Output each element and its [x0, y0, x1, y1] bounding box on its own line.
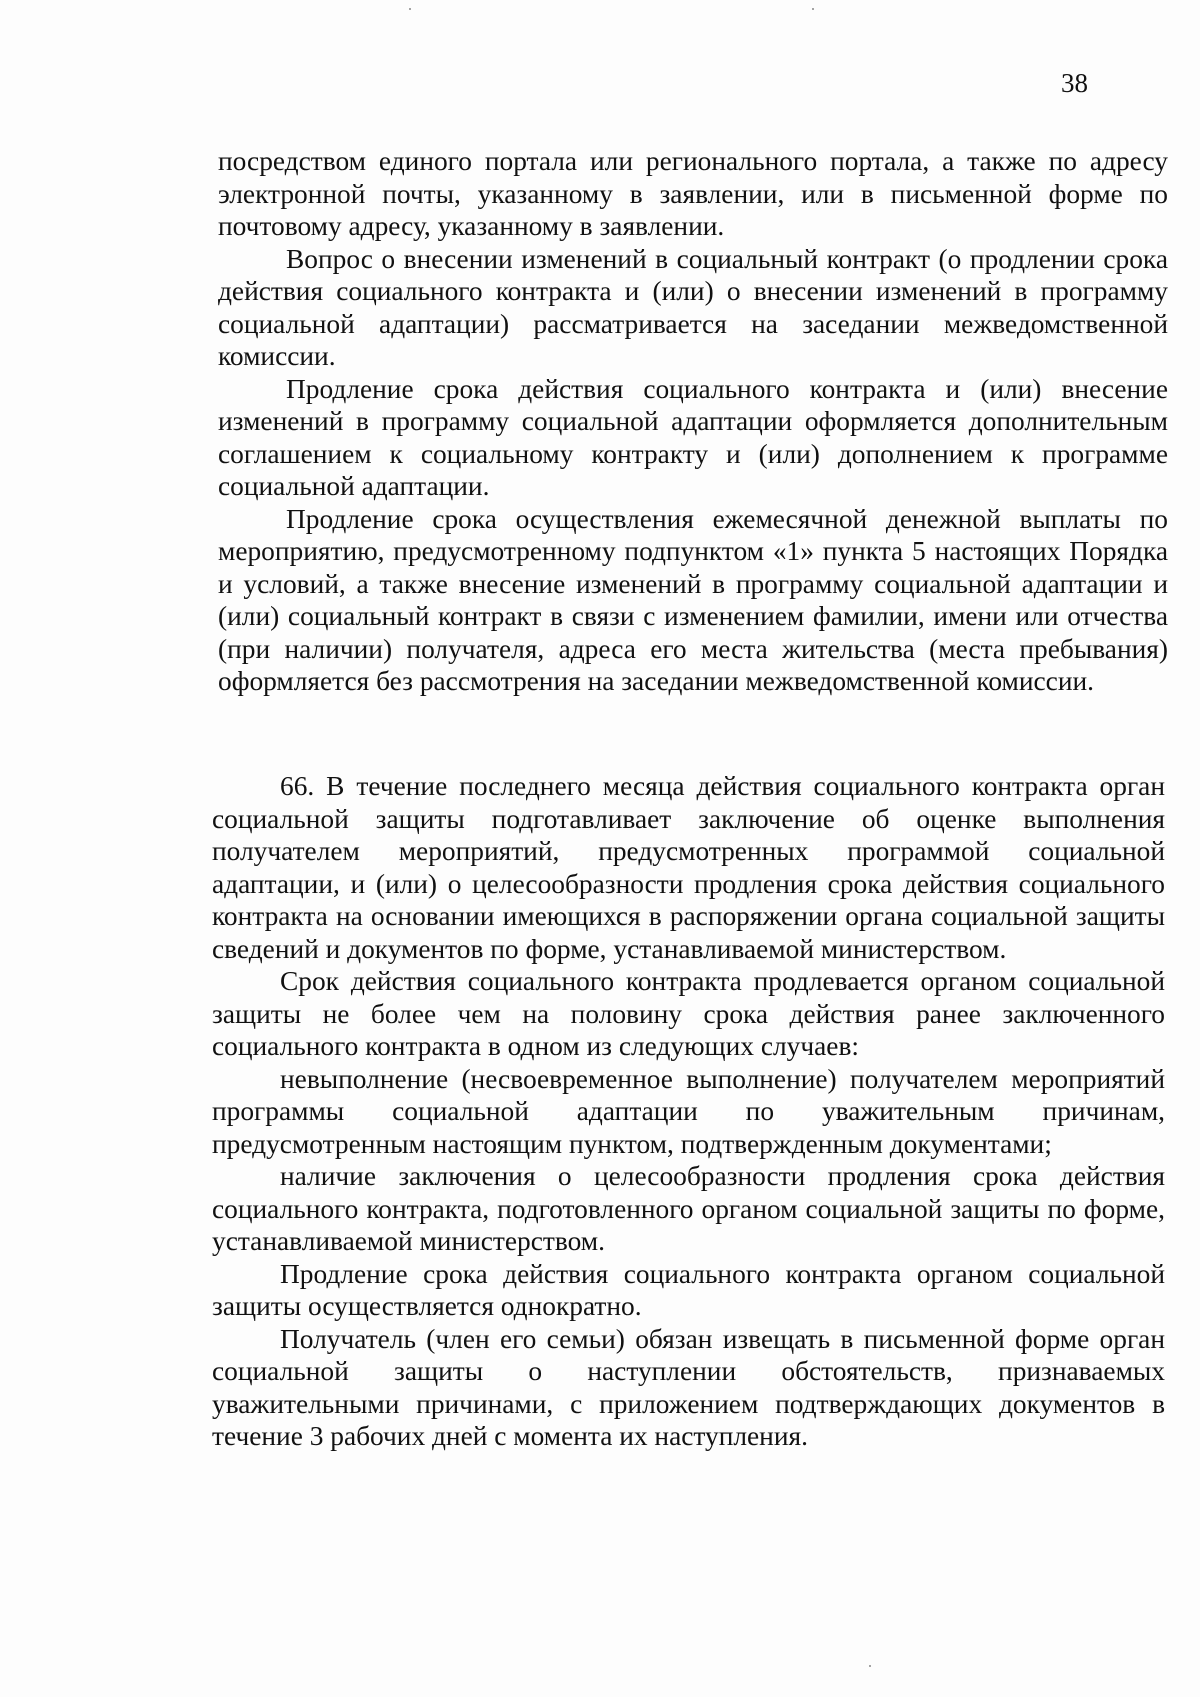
- paragraph-amendment-question: Вопрос о внесении изменений в социальный контракт (о продлении срока действия социального контракта и (или) о внесении изменений в программу социальной адаптации) рассматривается на заседании межведомственной комиссии.: [218, 243, 1168, 371]
- paragraph-case-conclusion: наличие заключения о целесообразности продления срока действия социального контракта, подготовленного органом социальной защиты по форме, устанавливаемой министерством.: [212, 1161, 1165, 1256]
- text-block-continuation: [218, 145, 1168, 698]
- scan-speck: [869, 1665, 871, 1667]
- paragraph-payment-extension: Продление срока осуществления ежемесячной денежной выплаты по мероприятию, предусмотренному подпунктом «1» пункта 5 настоящих Порядка и условий, а также внесение изменений в программу социальной адаптации и (или) социальный контракт в связи с изменением фамилии, имени или отчества (при наличии) получателя, адреса его места жительства (места пребывания) оформляется без рассмотрения на заседании межведомственной комиссии.: [218, 503, 1168, 696]
- paragraph-extension-formalization: Продление срока действия социального контракта и (или) внесение изменений в программу социальной адаптации оформляется дополнительным соглашением к социальному контракту и (или) дополнением к программе социальной адаптации.: [218, 373, 1168, 501]
- paragraph-section-66: 66. В течение последнего месяца действия социального контракта орган социальной защиты подготавливает заключение об оценке выполнения получателем мероприятий, предусмотренных программой социальной адаптации, и (или) о целесообразности продления срока действия социального контракта на основании имеющихся в распоряжении органа социальной защиты сведений и документов по форме, устанавливаемой министерством.: [212, 771, 1165, 964]
- scan-speck: [409, 8, 411, 10]
- paragraph-case-nonfulfillment: невыполнение (несвоевременное выполнение) получателем мероприятий программы социальной адаптации по уважительным причинам, предусмотренным настоящим пунктом, подтвержденным документами;: [212, 1063, 1165, 1159]
- page-number: 38: [1061, 68, 1088, 98]
- paragraph-one-time-extension: Продление срока действия социального контракта органом социальной защиты осуществляется однократно.: [212, 1258, 1165, 1321]
- paragraph-recipient-obligation: Получатель (член его семьи) обязан извещать в письменной форме орган социальной защиты о наступлении обстоятельств, признаваемых уважительными причинами, с приложением подтверждающих документов в течение 3 рабочих дней с момента их наступления.: [212, 1323, 1165, 1451]
- text-block-section-66: [212, 770, 1165, 1453]
- paragraph-extension-term: Срок действия социального контракта продлевается органом социальной защиты не более чем на половину срока действия ранее заключенного социального контракта в одном из следующих случаев:: [212, 966, 1165, 1061]
- scan-speck: [812, 8, 814, 10]
- paragraph-continuation: посредством единого портала или регионального портала, а также по адресу электронной почты, указанному в заявлении, или в письменной форме по почтовому адресу, указанному в заявлении.: [218, 146, 1168, 241]
